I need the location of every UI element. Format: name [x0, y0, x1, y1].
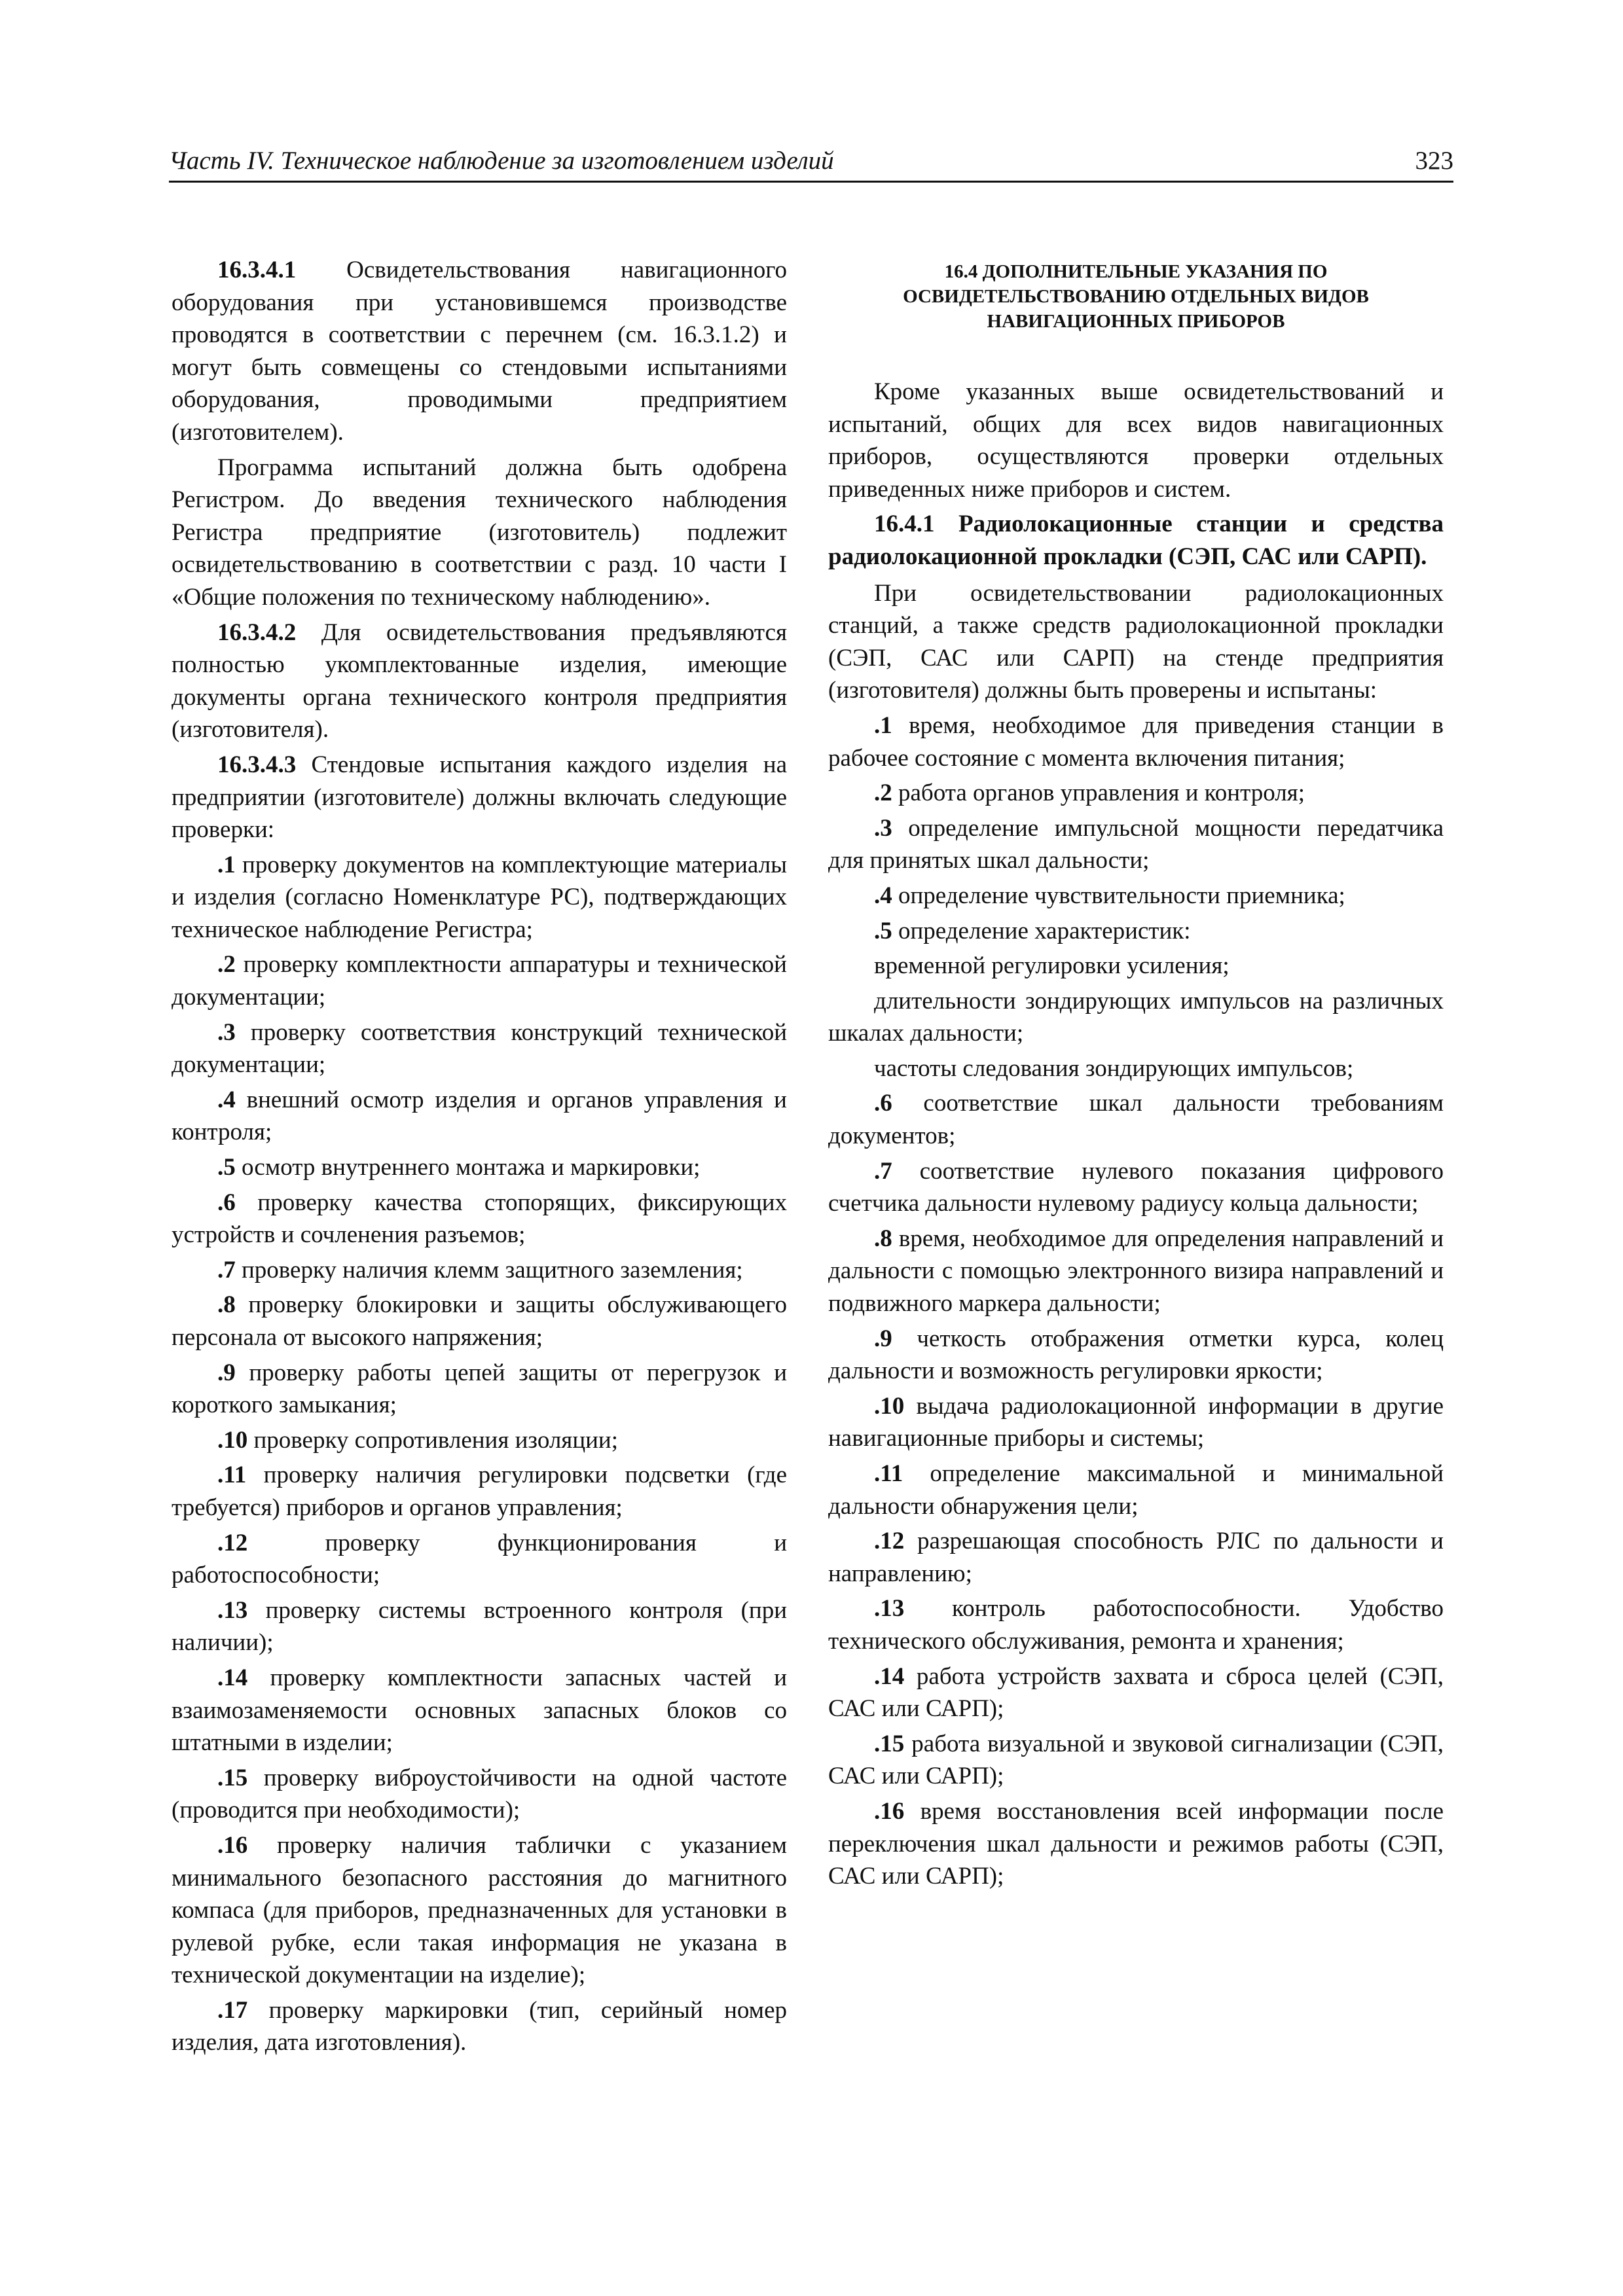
item-text: проверку сопротивления изоляции; — [247, 1426, 618, 1454]
item-text: четкость отображения отметки курса, колец дальности и возможность регулировки яркости; — [828, 1325, 1444, 1385]
item-number: .6 — [874, 1090, 892, 1117]
item-text: проверку документов на комплектующие материалы и изделия (согласно Номенклатуре РС), подтверждающих техническое наблюдение Регистра; — [172, 851, 787, 943]
clause-text: Освидетельствования навигационного оборудования при установившемся производстве проводятся в соответствии с перечнем (см. 16.3.1.2) и могут быть совмещены со стендовыми испытаниями оборудования, проводимыми предприятием (изготовителем). — [172, 257, 787, 446]
item-number: .11 — [217, 1462, 247, 1489]
characteristic-line: длительности зондирующих импульсов на различных шкалах дальности; — [828, 987, 1444, 1047]
paragraph-16-3-4-2 — [172, 617, 787, 746]
paragraph-16-3-4-1 — [172, 254, 787, 449]
list-item — [172, 1459, 787, 1524]
item-number: .14 — [874, 1662, 905, 1690]
item-number: .1 — [217, 851, 236, 878]
test-list-a — [828, 709, 1444, 947]
characteristic-line: частоты следования зондирующих импульсов; — [874, 1054, 1354, 1082]
item-number: .4 — [217, 1086, 236, 1113]
list-item — [172, 1762, 787, 1827]
left-column — [172, 254, 787, 2062]
clause-number: 16.3.4.3 — [217, 751, 297, 778]
item-text: проверку системы встроенного контроля (при наличии); — [172, 1596, 787, 1657]
item-number: .5 — [217, 1154, 236, 1181]
item-text: проверку комплектности запасных частей и взаимозаменяемости основных запасных блоков со штатными в изделии; — [172, 1664, 787, 1757]
list-item — [828, 709, 1444, 774]
item-text: время, необходимое для определения направлений и дальности с помощью электронного визира направлений и подвижного маркера дальности; — [828, 1225, 1444, 1318]
item-text: проверку работы цепей защиты от перегрузок и короткого замыкания; — [172, 1359, 787, 1419]
test-list-b — [828, 1087, 1444, 1892]
item-number: .12 — [217, 1529, 248, 1556]
list-item — [828, 1458, 1444, 1522]
item-text: определение импульсной мощности передатчика для принятых шкал дальности; — [828, 814, 1444, 874]
item-text: внешний осмотр изделия и органов управления и контроля; — [172, 1086, 787, 1146]
list-item — [828, 1660, 1444, 1725]
item-text: осмотр внутреннего монтажа и маркировки; — [235, 1154, 701, 1181]
paragraph-program: Программа испытаний должна быть одобрена Регистром. До введения технического наблюдения Регистра предприятие (изготовитель) подлежит освидетельствованию в соответствии с разд. 10 части I «Общие положения по техническому наблюдению». — [172, 454, 787, 611]
paragraph-intro: Кроме указанных выше освидетельствований и испытаний, общих для всех видов навигационных приборов, осуществляются проверки отдельных приведенных ниже приборов и систем. — [828, 378, 1444, 503]
list-item — [828, 1223, 1444, 1320]
item-text: проверку виброустойчивости на одной частоте (проводится при необходимости); — [172, 1764, 787, 1824]
item-text: проверку качества стопорящих, фиксирующих устройств и сочленения разъемов; — [172, 1189, 787, 1249]
list-item — [172, 1357, 787, 1422]
item-number: .13 — [217, 1596, 248, 1624]
item-text: работа органов управления и контроля; — [892, 780, 1305, 807]
header-title: Часть IV. Техническое наблюдение за изготовлением изделий — [169, 147, 834, 175]
list-item — [828, 1728, 1444, 1793]
list-item — [172, 849, 787, 946]
item-number: .3 — [874, 814, 892, 842]
list-item — [828, 1592, 1444, 1657]
page-number: 323 — [1415, 147, 1453, 175]
item-number: .2 — [874, 780, 892, 807]
section-heading: 16.4 ДОПОЛНИТЕЛЬНЫЕ УКАЗАНИЯ ПО ОСВИДЕТЕЛЬСТВОВАНИЮ ОТДЕЛЬНЫХ ВИДОВ НАВИГАЦИОННЫХ ПРИБОРОВ — [903, 261, 1369, 332]
item-number: .13 — [874, 1595, 905, 1623]
item-text: определение характеристик: — [892, 917, 1191, 944]
item-number: .10 — [217, 1426, 248, 1454]
list-item — [828, 1525, 1444, 1590]
clause-number: 16.3.4.2 — [217, 619, 297, 646]
item-number: .10 — [874, 1392, 905, 1420]
list-item — [828, 1323, 1444, 1388]
list-item — [828, 880, 1444, 912]
item-text: выдача радиолокационной информации в другие навигационные приборы и системы; — [828, 1392, 1444, 1452]
item-text: проверку маркировки (тип, серийный номер изделия, дата изготовления). — [172, 1996, 787, 2056]
item-text: определение максимальной и минимальной дальности обнаружения цели; — [828, 1460, 1444, 1520]
item-text: соответствие нулевого показания цифрового счетчика дальности нулевому радиусу кольца дальности; — [828, 1157, 1444, 1217]
item-number: .15 — [217, 1764, 248, 1791]
characteristic-line: временной регулировки усиления; — [874, 952, 1230, 980]
item-text: проверку наличия регулировки подсветки (где требуется) приборов и органов управления; — [172, 1462, 787, 1521]
list-item — [828, 777, 1444, 810]
list-item — [828, 1390, 1444, 1455]
subsection-heading: 16.4.1 Радиолокационные станции и средства радиолокационной прокладки (СЭП, САС или САРП). — [828, 511, 1444, 570]
item-number: .12 — [874, 1528, 905, 1555]
item-number: .9 — [217, 1359, 236, 1386]
list-item — [172, 948, 787, 1013]
item-number: .5 — [874, 917, 892, 944]
item-text: проверку блокировки и защиты обслуживающего персонала от высокого напряжения; — [172, 1291, 787, 1351]
item-number: .9 — [874, 1325, 892, 1352]
item-number: .8 — [874, 1225, 892, 1252]
list-item — [172, 1424, 787, 1457]
list-item — [172, 1662, 787, 1759]
right-column — [828, 254, 1444, 1895]
list-item — [172, 1527, 787, 1592]
list-item — [828, 1795, 1444, 1893]
clause-number: 16.3.4.1 — [217, 257, 297, 283]
item-text: определение чувствительности приемника; — [892, 882, 1345, 909]
item-number: .2 — [217, 951, 236, 978]
item-text: время, необходимое для приведения станции в рабочее состояние с момента включения питания; — [828, 711, 1444, 772]
list-item — [828, 812, 1444, 877]
item-number: .11 — [874, 1460, 903, 1487]
item-text: работа визуальной и звуковой сигнализации (СЭП, САС или САРП); — [828, 1730, 1444, 1790]
list-item — [172, 1594, 787, 1659]
list-item — [172, 1254, 787, 1287]
item-number: .3 — [217, 1018, 236, 1046]
item-number: .15 — [874, 1730, 905, 1757]
list-item — [172, 1994, 787, 2059]
item-number: .1 — [874, 711, 892, 739]
list-item — [172, 1187, 787, 1251]
item-number: .6 — [217, 1189, 236, 1216]
item-text: проверку наличия таблички с указанием минимального безопасного расстояния до магнитного компаса (для приборов, предназначенных для установки в рулевой рубке, если такая информация не указана в технической документации на изделие); — [172, 1831, 787, 1989]
item-text: проверку функционирования и работоспособности; — [172, 1529, 787, 1589]
item-number: .17 — [217, 1996, 248, 2024]
item-text: соответствие шкал дальности требованиям документов; — [828, 1090, 1444, 1150]
list-item — [828, 915, 1444, 948]
list-item — [828, 1155, 1444, 1220]
item-number: .16 — [874, 1797, 905, 1825]
item-number: .16 — [217, 1831, 248, 1859]
item-number: .4 — [874, 882, 892, 909]
check-list — [172, 849, 787, 2059]
list-item — [172, 1289, 787, 1354]
item-text: разрешающая способность РЛС по дальности и направлению; — [828, 1528, 1444, 1587]
characteristics-list — [828, 950, 1444, 1085]
list-item — [172, 1084, 787, 1149]
clause-text: Стендовые испытания каждого изделия на предприятии (изготовителе) должны включать следующие проверки: — [172, 751, 787, 844]
item-text: время восстановления всей информации после переключения шкал дальности и режимов работы (СЭП, САС или САРП); — [828, 1797, 1444, 1890]
list-item — [172, 1151, 787, 1184]
list-item — [172, 1016, 787, 1081]
item-text: работа устройств захвата и сброса целей (СЭП, САС или САРП); — [828, 1662, 1444, 1723]
running-header — [169, 143, 1453, 183]
list-item — [828, 1087, 1444, 1152]
item-text: контроль работоспособности. Удобство технического обслуживания, ремонта и хранения; — [828, 1595, 1444, 1655]
list-item — [172, 1829, 787, 1992]
paragraph-sub-intro: При освидетельствовании радиолокационных станций, а также средств радиолокационной прокладки (СЭП, САС или САРП) на стенде предприятия (изготовителя) должны быть проверены и испытаны: — [828, 579, 1444, 704]
item-number: .14 — [217, 1664, 248, 1691]
item-number: .8 — [217, 1291, 236, 1319]
item-text: проверку комплектности аппаратуры и технической документации; — [172, 951, 787, 1011]
item-text: проверку наличия клемм защитного заземления; — [235, 1256, 743, 1283]
paragraph-16-3-4-3 — [172, 749, 787, 846]
clause-text: Для освидетельствования предъявляются полностью укомплектованные изделия, имеющие документы органа технического контроля предприятия (изготовителя). — [172, 619, 787, 744]
item-number: .7 — [217, 1256, 236, 1283]
item-number: .7 — [874, 1157, 892, 1185]
item-text: проверку соответствия конструкций технической документации; — [172, 1018, 787, 1079]
